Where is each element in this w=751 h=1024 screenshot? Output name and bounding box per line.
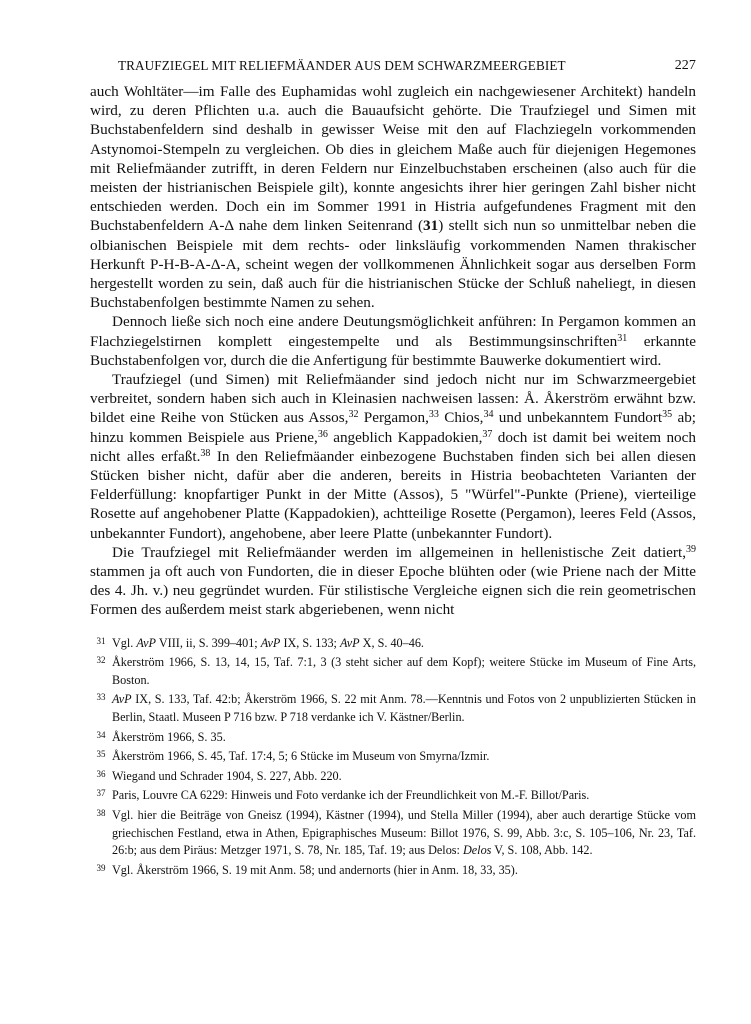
text-run: doch ist damit bei weitem noch nicht alles erfaßt. [90,428,696,465]
footnote-ref[interactable]: 33 [428,409,439,421]
text-run: ) stellt sich nun so unmittelbar neben die olbianischen Beispiele mit dem rechts- oder linksläufig vorkommenden Namen thrakischer Herkunft P-H-B-A-Δ-A, scheint wegen der vollkommenen Ähnlichkeit sogar aus derselben Form hergestellt worden zu sein, daß auch für die histrianischen Stücke der Schluß naheliegt, in diesen Buchstabenfolgen bestimmte Namen zu sehen. [90,217,696,312]
page [90,58,696,879]
text-run: In den Reliefmäander einbezogene Buchstaben finden sich bei allen diesen Stücken bisher nicht, dafür aber die anderen, bereits in Histria beobachteten Varianten der Felderfüllung: knopfartiger Punkt in der Mitte (Assos), 5 "Würfel"-Punkte (Priene), vierteilige Rosette auf angehobener Platte (Kappadokien), achtteilige Rosette (Pergamon), leeres Feld (Assos, unbekannter Fundort), angehobene, aber leere Platte (unbekannter Fundort). [90,447,697,542]
text-run: auch Wohltäter—im Falle des Euphamidas wohl zugleich ein nachgewiesener Architekt) handeln wird, zu deren Pflichten u.a. auch die Bauaufsicht gehörte. Die Traufziegel und Simen mit Buchstabenfeldern sind deshalb in gewisser Weise mit den auf Flachziegeln vorkommenden Astynomoi-Stempeln zu vergleichen. Ob dies in gleichem Maße auch für diejenigen Hegemones mit Reliefmäander zutrifft, in deren Feldern nur Einzelbuchstaben erscheinen (also auch für die meisten der histrianischen Beispiele gilt), konnte angesichts ihrer hier geringen Zahl bisher nicht entschieden werden. Doch ein im Sommer 1991 in Histria aufgefundenes Fragment mit den Buchstabenfeldern A-Δ nahe dem linken Seitenrand ( [90,83,696,235]
text-run: Vgl. [112,635,137,650]
text-run: IX, S. 133; [280,635,340,650]
footnote-ref[interactable]: 37 [482,428,493,440]
running-title: TRAUFZIEGEL MIT RELIEFMÄANDER AUS DEM SCHWARZMEERGEBIET [118,58,566,73]
text-run: Pergamon, [358,409,429,427]
footnote-number: 32 [96,655,106,666]
text-run: Traufziegel (und Simen) mit Reliefmäander sind jedoch nicht nur im Schwarzmeergebiet verbreitet, sondern haben sich auch in Kleinasien nachweisen lassen: Å. Åkerström erwähnt bzw. bildet eine Reihe von Stücken aus Assos, [90,371,696,427]
text-run: Delos [462,843,492,858]
text-run: stammen ja oft auch von Fundorten, die in dieser Epoche blühten oder (wie Priene nach der Mitte des 4. Jh. v.) neu gegründet wurden. Für stilistische Vergleiche eignen sich die rein geometrischen Formen des außerdem meist stark abgeriebenen, wenn nicht [90,563,696,619]
text-run: X, S. 40–46. [359,635,424,650]
footnote [90,860,696,880]
text-run: Vgl. hier die Beiträge von Gneisz (1994), Kästner (1994), und Stella Miller (1994), aber auch derartige Stücke vom griechischen Festland, etwa in Athen, Epigraphisches Museum: Billot 1976, S. 99, Abb. 3:c, S. 105–106, Nr. 23, Taf. 26:b; aus dem Piräus: Metzger 1971, S. 78, Nr. 185, Taf. 19; aus Delos: [112,808,696,858]
footnote-ref[interactable]: 35 [662,409,673,421]
footnote [90,805,696,860]
footnote [90,689,696,726]
paragraph [90,312,696,370]
text-run: Åkerström 1966, S. 35. [112,729,226,744]
catalog-number: 31 [423,217,439,235]
text-run: Die Traufziegel mit Reliefmäander werden im allgemeinen in hellenistische Zeit datiert, [112,543,686,561]
text-run: IX, S. 133, Taf. 42:b; Åkerström 1966, S. 22 mit Anm. 78.—Kenntnis und Fotos von 2 unpublizierten Stücken in Berlin, Staatl. Museen P 716 bzw. P 718 verdanke ich V. Kästner/Berlin. [112,692,696,725]
footnote-number: 34 [96,729,106,740]
text-run: VIII, ii, S. 399–401; [156,635,261,650]
footnote [90,727,696,747]
text-run: AvP [136,635,157,650]
running-header [90,58,696,82]
footnote-number: 35 [96,749,106,760]
text-run: AvP [260,635,281,650]
text-run: und unbekanntem Fundort [493,409,663,427]
footnote-ref[interactable]: 36 [317,428,328,440]
text-run: Paris, Louvre CA 6229: Hinweis und Foto verdanke ich der Freundlichkeit von M.-F. Billot/Paris. [112,788,590,803]
paragraph [90,370,696,543]
footnote-ref[interactable]: 32 [348,409,359,421]
text-run: AvP [112,692,132,707]
footnote-number: 33 [96,692,106,703]
text-run: Wiegand und Schrader 1904, S. 227, Abb. 220. [112,768,342,783]
body-text [90,82,696,620]
footnote [90,785,696,805]
page-number: 227 [674,58,696,73]
text-run: Chios, [438,409,484,427]
footnote-ref[interactable]: 39 [686,543,696,555]
text-run: erkannte Buchstabenfolgen vor, durch die die Anfertigung für bestimmte Bauwerke dokumentiert wird. [90,332,696,369]
text-run: Vgl. Åkerström 1966, S. 19 mit Anm. 58; und andernorts (hier in Anm. 18, 33, 35). [112,862,518,877]
footnote-ref[interactable]: 31 [617,332,628,344]
footnote-number: 31 [96,635,106,646]
footnote [90,652,696,689]
text-run: ab; hinzu kommen Beispiele aus Priene, [90,409,697,446]
footnote [90,766,696,786]
footnote [90,633,696,653]
text-run: Dennoch ließe sich noch eine andere Deutungsmöglichkeit anführen: In Pergamon kommen an Flachziegelstirnen komplett eingestempelte und als Bestimmungsinschriften [90,313,696,350]
paragraph [90,543,696,620]
text-run: V, S. 108, Abb. 142. [491,843,593,858]
footnote [90,746,696,766]
text-run: Åkerström 1966, S. 45, Taf. 17:4, 5; 6 Stücke im Museum von Smyrna/Izmir. [112,749,490,764]
footnote-number: 37 [96,788,106,799]
footnote-number: 39 [96,862,106,873]
text-run: Åkerström 1966, S. 13, 14, 15, Taf. 7:1, 3 (3 steht sicher auf dem Kopf); weitere Stücke im Museum of Fine Arts, Boston. [112,655,696,687]
footnote-ref[interactable]: 34 [483,409,494,421]
paragraph [90,82,696,312]
footnote-number: 36 [96,768,106,779]
text-run: AvP [339,635,360,650]
footnotes [90,633,696,880]
footnote-number: 38 [96,808,106,819]
text-run: angeblich Kappadokien, [327,428,483,446]
footnote-ref[interactable]: 38 [200,447,211,459]
